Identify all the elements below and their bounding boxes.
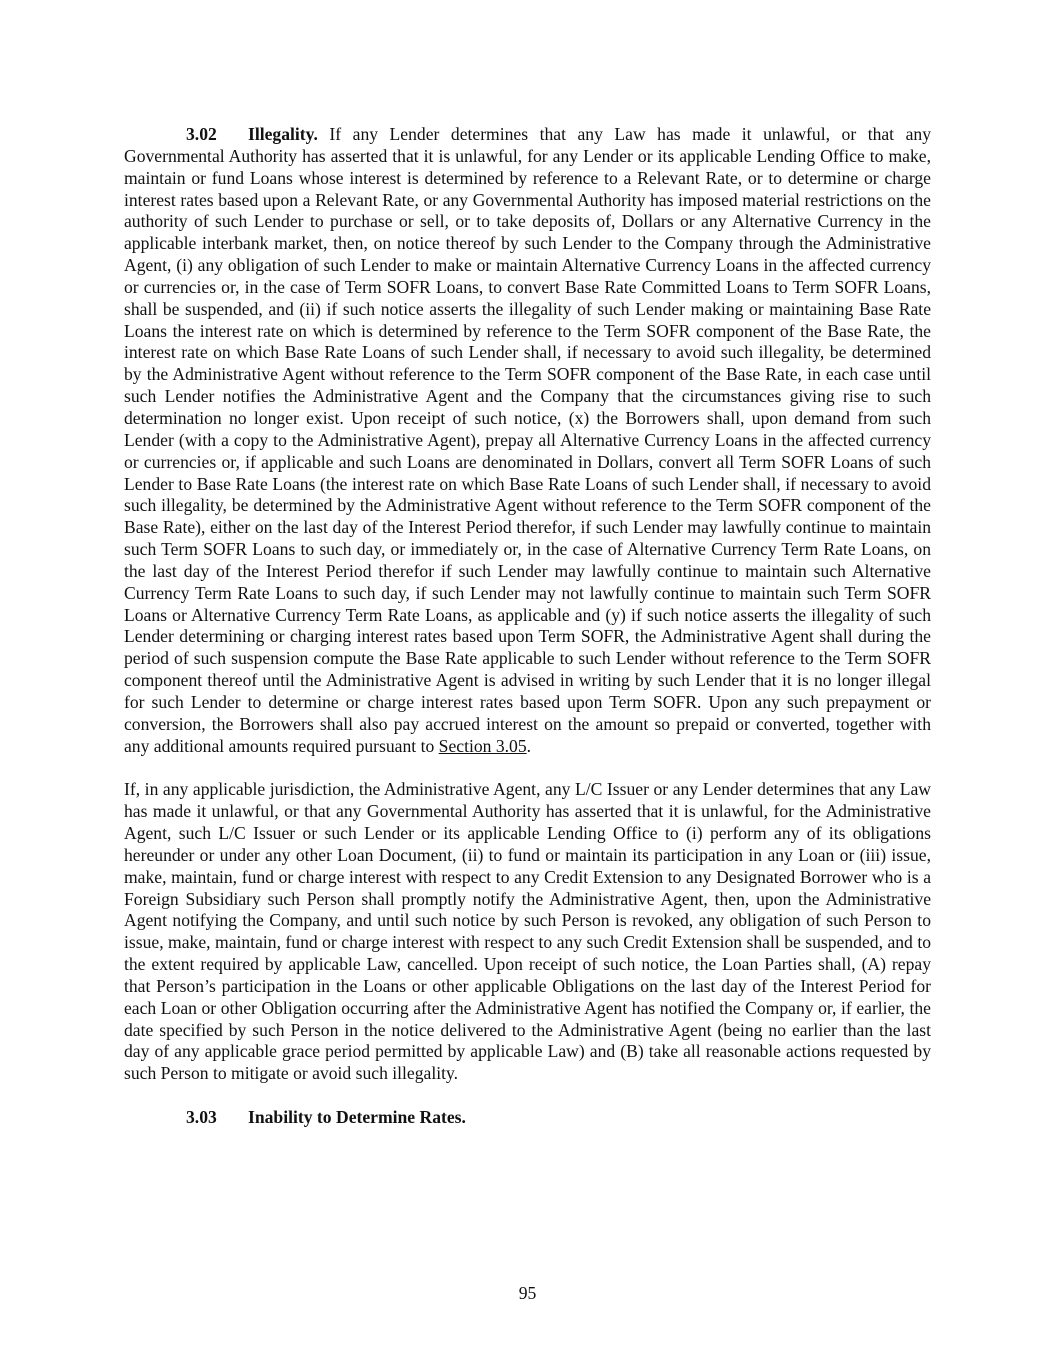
end-punctuation: . bbox=[526, 735, 532, 756]
document-page bbox=[124, 124, 931, 1129]
section-3-03-heading bbox=[124, 1107, 931, 1129]
section-number: 3.03 bbox=[186, 1106, 217, 1127]
section-body-text: If any Lender determines that any Law has made it unlawful, or that any Governmental Authority has asserted that it is unlawful, for any Lender or its applicable Lending Office to make, maintain or fund Loans whose interest is determined by reference to a Relevant Rate, or to determine or charge interest rates based upon a Relevant Rate, or any Governmental Authority has imposed material restrictions on the authority of such Lender to purchase or sell, or to take deposits of, Dollars or any Alternative Currency in the applicable interbank market, then, on notice thereof by such Lender to the Company through the Administrative Agent, (i) any obligation of such Lender to make or maintain Alternative Currency Loans in the affected currency or currencies or, in the case of Term SOFR Loans, to convert Base Rate Committed Loans to Term SOFR Loans, shall be suspended, and (ii) if such notice asserts the illegality of such Lender making or maintaining Base Rate Loans the interest rate on which is determined by reference to the Term SOFR component of the Base Rate, the interest rate on which Base Rate Loans of such Lender shall, if necessary to avoid such illegality, be determined by the Administrative Agent without reference to the Term SOFR component of the Base Rate, in each case until such Lender notifies the Administrative Agent and the Company that the circumstances giving rise to such determination no longer exist. Upon receipt of such notice, (x) the Borrowers shall, upon demand from such Lender (with a copy to the Administrative Agent), prepay all Alternative Currency Loans in the affected currency or currencies or, if applicable and such Loans are denominated in Dollars, convert all Term SOFR Loans of such Lender to Base Rate Loans (the interest rate on which Base Rate Loans of such Lender shall, if necessary to avoid such illegality, be determined by the Administrative Agent without reference to the Term SOFR component of the Base Rate), either on the last day of the Interest Period therefor, if such Lender may lawfully continue to maintain such Term SOFR Loans to such day, or immediately or, in the case of Alternative Currency Term Rate Loans, on the last day of the Interest Period therefor if such Lender may lawfully continue to maintain such Alternative Currency Term Rate Loans to such day, if such Lender may not lawfully continue to maintain such Term SOFR Loans or Alternative Currency Term Rate Loans, as applicable and (y) if such notice asserts the illegality of such Lender determining or charging interest rates based upon Term SOFR, the Administrative Agent shall during the period of such suspension compute the Base Rate applicable to such Lender without reference to the Term SOFR component thereof until the Administrative Agent is advised in writing by such Lender that it is no longer illegal for such Lender to determine or charge interest rates based upon Term SOFR. Upon any such prepayment or conversion, the Borrowers shall also pay accrued interest on the amount so prepaid or converted, together with any additional amounts required pursuant to bbox=[124, 124, 931, 756]
section-title: Illegality. bbox=[248, 124, 318, 144]
section-3-05-link[interactable]: Section 3.05 bbox=[438, 735, 527, 756]
section-number: 3.02 bbox=[186, 124, 217, 144]
section-3-02-second-paragraph: If, in any applicable jurisdiction, the Administrative Agent, any L/C Issuer or any Lender determines that any Law has made it unlawful, or that any Governmental Authority has asserted that it is unlawful, for the Administrative Agent, such L/C Issuer or such Lender or its applicable Lending Office to (i) perform any of its obligations hereunder or under any other Loan Document, (ii) to fund or maintain its participation in any Loan or (iii) issue, make, maintain, fund or charge interest with respect to any Credit Extension to any Designated Borrower who is a Foreign Subsidiary such Person shall promptly notify the Administrative Agent, then, upon the Administrative Agent notifying the Company, and until such notice by such Person is revoked, any obligation of such Person to issue, make, maintain, fund or charge interest with respect to any such Credit Extension shall be suspended, and to the extent required by applicable Law, cancelled. Upon receipt of such notice, the Loan Parties shall, (A) repay that Person’s participation in the Loans or other applicable Obligations on the last day of the Interest Period for each Loan or other Obligation occurring after the Administrative Agent has notified the Company or, if earlier, the date specified by such Person in the notice delivered to the Administrative Agent (being no earlier than the last day of any applicable grace period permitted by applicable Law) and (B) take all reasonable actions requested by such Person to mitigate or avoid such illegality. bbox=[124, 779, 931, 1084]
section-3-02-paragraph bbox=[124, 124, 931, 757]
page-number: 95 bbox=[518, 1283, 537, 1303]
section-title: Inability to Determine Rates. bbox=[248, 1106, 466, 1127]
paragraph-spacer bbox=[124, 757, 931, 779]
paragraph-spacer bbox=[124, 1085, 931, 1107]
